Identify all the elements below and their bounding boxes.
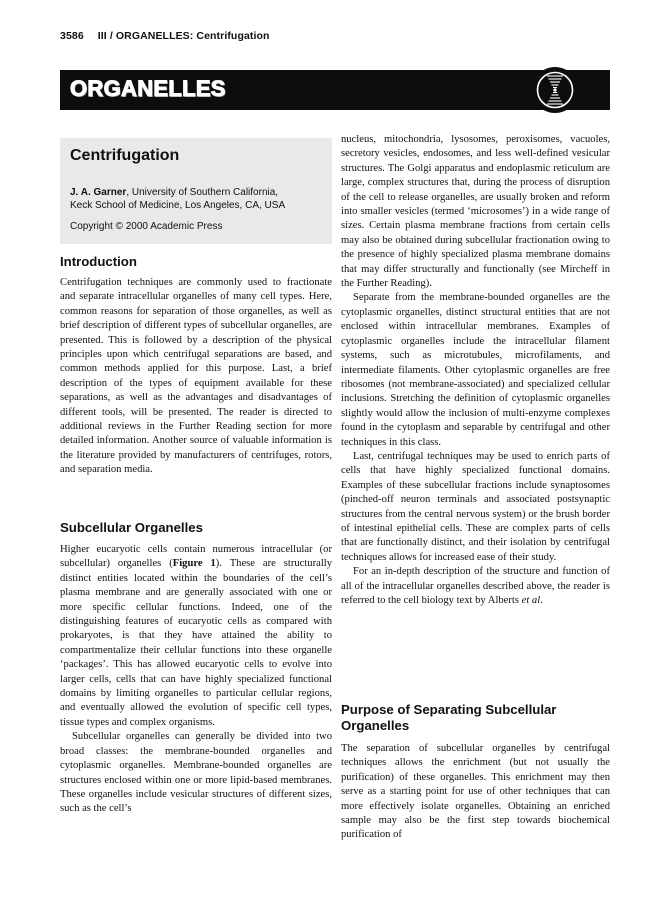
right-column-body <box>341 133 610 608</box>
right-p4-italic: et al <box>521 595 541 606</box>
subcellular-paragraph-1 <box>60 543 332 730</box>
right-paragraph-4 <box>341 565 610 608</box>
right-p4-text: For an in-depth description of the structure and function of all of the intracellular organelles described above, the reader is referred to the cell biology text by Alberts <box>341 566 610 606</box>
author-info <box>70 186 330 212</box>
introduction-body <box>60 276 332 478</box>
page-number: 3586 <box>60 30 84 42</box>
purpose-body <box>341 742 610 843</box>
article-title: Centrifugation <box>70 147 180 164</box>
right-p4-text-cont: . <box>540 595 543 606</box>
right-paragraph-2: Separate from the membrane-bounded organelles are the cytoplasmic organelles, distinct structural entities that are not enclosed within intracellular membranes. Examples of cytoplasmic organelles include the intracellular filament systems, such as microtubules, microfilaments, and intermediate filaments. Other cytoplasmic organelles are free ribosomes (not membrane-associated) and specialized cellular inclusions. Stretching the definition of cytoplasmic organelles slightly would allow the inclusion of multi-enzyme complexes found in the cytoplasm and separable by centrifugal and other techniques in this class. <box>341 292 610 448</box>
subcellular-body <box>60 543 332 817</box>
figure-1-ref[interactable]: Figure 1 <box>172 558 216 570</box>
banner-title: ORGANELLES <box>70 76 226 101</box>
subcellular-paragraph-2: Subcellular organelles can generally be divided into two broad classes: the membrane-bounded organelles and cytoplasmic organelles. Membrane-bounded organelles are structures enclosed within one or more lipid-based membranes. These organelles include vesicular structures of different sizes, such as the cell’s <box>60 731 332 815</box>
introduction-paragraph: Centrifugation techniques are commonly used to fractionate and separate intracellular organelles of many cell types. Here, common reasons for separation of those organelles, as well as brief description of different types of subcellular organelles, are presented. This is followed by a description of the physical principles upon which centrifugal separations are based, and common methods applied for this purpose. Last, a brief description of the types of equipment available for these separations, as well as the advantages and disadvantages of different tools, will be presented. The reader is directed to additional reviews in the Further Reading section for more detailed information. Another source of valuable information is the literature provided by manufacturers of centrifuges, rotors, and separation media. <box>60 277 332 476</box>
section-banner <box>60 70 610 110</box>
article-title-box <box>60 138 332 244</box>
copyright: Copyright © 2000 Academic Press <box>70 221 223 232</box>
running-head <box>60 30 270 42</box>
rotor-svg <box>532 67 578 113</box>
introduction-heading: Introduction <box>60 254 137 269</box>
subcellular-p1-text: Higher eucaryotic cells contain numerous intracellular (or subcellular) organelles ( <box>60 544 332 570</box>
author-affiliation-2: Keck School of Medicine, Los Angeles, CA, USA <box>70 200 286 211</box>
author-affiliation-1: , University of Southern California, <box>126 187 279 198</box>
running-head-section: III / ORGANELLES: Centrifugation <box>97 30 270 42</box>
centrifuge-rotor-icon <box>532 67 578 113</box>
purpose-paragraph: The separation of subcellular organelles by centrifugal techniques allows the enrichment (but not usually the purification) of these organelles. This enrichment may then serve as a starting point for use of other techniques that can more effectively isolate organelles. Obtaining an enriched sample may also be the first step towards biochemical purification of <box>341 743 610 841</box>
right-paragraph-3: Last, centrifugal techniques may be used to enrich parts of cells that have highly specialized functional domains. Examples of these subcellular fractions include synaptosomes (pinched-off neuron terminals and associated postsynaptic structures from the central nervous system) or the brush border of intestinal epithelial cells. These are complex parts of cells that are functionally distinct, and their isolation by centrifugal techniques allows for increased ease of their study. <box>341 450 610 563</box>
subcellular-p1-text-cont: ). These are structurally distinct entities located within the boundaries of the cell’s plasma membrane and are generally associated with one or more specific cellular functions. Indeed, one of the distinguishing features of eucaryotic cells as compared with prokaryotes, is that they have attained the ability to compartmentalize their cellular functions into these organelle ‘packages’. This has allowed eucaryotic cells to evolve into larger cells, cells that can have highly specialized functional domains by limiting organelles to particular cellular regions, and eventually allowed the evolution of specific cell types, tissue types and complex organisms. <box>60 558 333 728</box>
right-paragraph-1: nucleus, mitochondria, lysosomes, peroxisomes, vacuoles, secretory vesicles, endosomes, and less well-defined vesicular structures. The Golgi apparatus and endoplasmic reticulum are large, complex structures that, during the process of disruption of the cell to release organelles, are usually broken and reform into smaller vesicles (termed ‘microsomes’) in a wide range of sizes. Certain plasma membrane fractions from certain cells may also be obtained during subcellular fractionation owing to the presence of highly specialized plasma membrane domains that may differ structurally and functionally (see Mircheff in the Further Reading). <box>341 134 610 290</box>
subcellular-heading: Subcellular Organelles <box>60 520 203 535</box>
purpose-heading: Purpose of Separating Subcellular Organelles <box>341 702 557 733</box>
author-name: J. A. Garner <box>70 187 127 198</box>
